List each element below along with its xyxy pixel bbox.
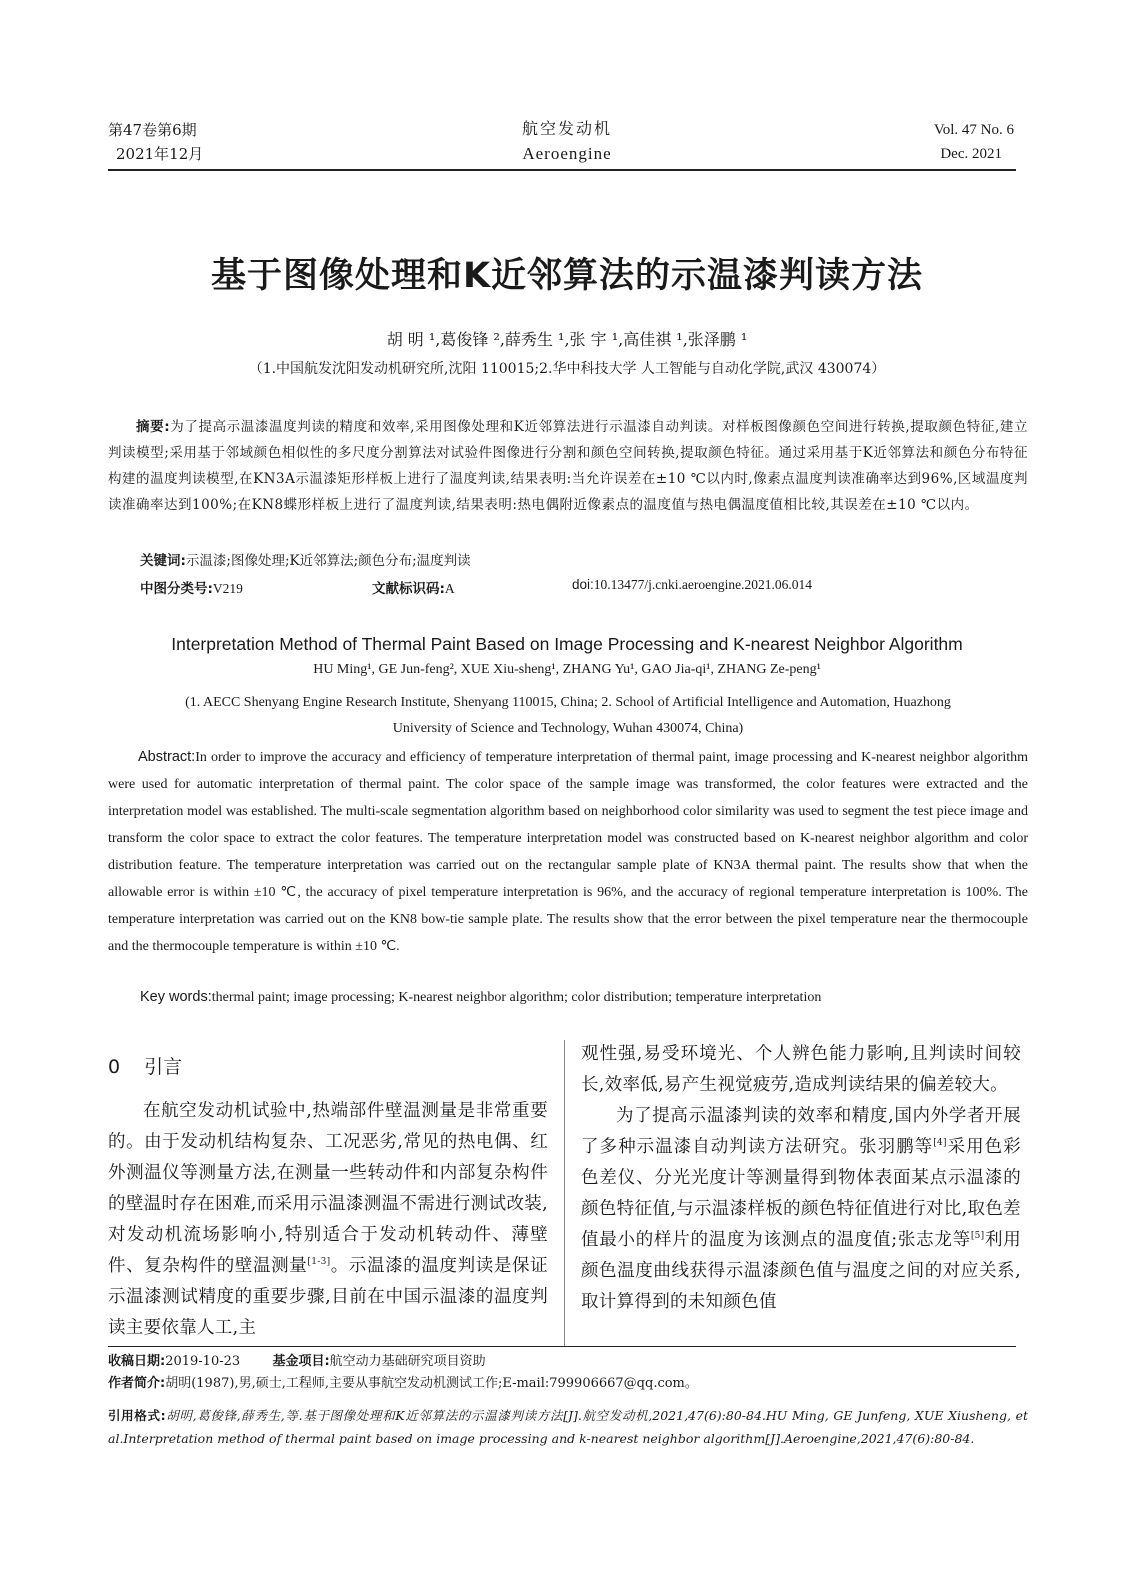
- doi: [572, 577, 812, 593]
- footnote-author: [108, 1372, 698, 1391]
- doc-label: 文献标识码:: [372, 581, 445, 597]
- reference-5[interactable]: [5]: [970, 1231, 985, 1242]
- abstract-cn-label: 摘要:: [136, 419, 171, 435]
- abstract-en: [108, 744, 1028, 960]
- english-authors: HU Ming¹, GE Jun-feng², XUE Xiu-sheng¹, ZHANG Yu¹, GAO Jia-qi¹, ZHANG Ze-peng¹: [313, 662, 821, 677]
- english-affiliations: [108, 690, 1028, 742]
- abstract-cn: [108, 414, 1028, 518]
- journal-name-cn: 航空发动机: [521, 121, 612, 138]
- document-code: [372, 577, 455, 597]
- publication-date-en: Dec. 2021: [940, 146, 1002, 162]
- intro-text-4: 为了提高示温漆判读的效率和精度,国内外学者开展了多种示温漆自动判读方法研究。张羽鹏等: [581, 1106, 1021, 1157]
- intro-column-right: [581, 1039, 1021, 1318]
- paper-title: 基于图像处理和K近邻算法的示温漆判读方法: [210, 256, 924, 296]
- clc-label: 中图分类号:: [140, 581, 213, 597]
- clc-number: [140, 577, 243, 597]
- affiliations: （1.中国航发沈阳发动机研究所,沈阳 110015;2.华中科技大学 人工智能与自动化学院,武汉 430074）: [248, 361, 886, 377]
- footnote-received: [108, 1350, 486, 1369]
- header-rule: [108, 169, 1016, 171]
- abstract-en-label: Abstract:: [138, 749, 196, 765]
- clc-value: V219: [212, 581, 243, 596]
- intro-text-3: 观性强,易受环境光、个人辨色能力影响,且判读时间较长,效率低,易产生视觉疲劳,造成判读结果的偏差较大。: [581, 1044, 1021, 1095]
- footnote-rule: [108, 1346, 1016, 1347]
- journal-name-en: Aeroengine: [522, 144, 612, 163]
- intro-paragraph-left: [108, 1096, 548, 1344]
- section-heading: [108, 1052, 182, 1079]
- author-list: 胡 明 ¹,葛俊锋 ²,薛秀生 ¹,张 宇 ¹,高佳祺 ¹,张泽鹏 ¹: [386, 330, 748, 349]
- author-bio-value: 胡明(1987),男,硕士,工程师,主要从事航空发动机测试工作;E-mail:799906667@qq.com。: [165, 1376, 698, 1391]
- publication-date: 2021年12月: [116, 145, 204, 163]
- reference-1-3[interactable]: [1-3]: [307, 1257, 331, 1268]
- author-bio-label: 作者简介:: [108, 1376, 166, 1391]
- fund-value: 航空动力基础研究项目资助: [329, 1354, 486, 1369]
- intro-text-1: 在航空发动机试验中,热端部件壁温测量是非常重要的。由于发动机结构复杂、工况恶劣,常见的热电偶、红外测温仪等测量方法,在测量一些转动件和内部复杂构件的壁温时存在困难,而采用示温漆测温不需进行测试改装,对发动机流场影响小,特别适合于发动机转动件、薄壁件、复杂构件的壁温测量: [108, 1101, 548, 1276]
- doi-value[interactable]: 10.13477/j.cnki.aeroengine.2021.06.014: [593, 577, 812, 592]
- citation-label: 引用格式:: [108, 1408, 166, 1423]
- keywords-cn-label: 关键词:: [140, 553, 186, 569]
- abstract-cn-text: 为了提高示温漆温度判读的精度和效率,采用图像处理和K近邻算法进行示温漆自动判读。对样板图像颜色空间进行转换,提取颜色特征,建立判读模型;采用基于邻域颜色相似性的多尺度分割算法对试验件图像进行分割和颜色空间转换,提取颜色特征。通过采用基于K近邻算法和颜色分布特征构建的温度判读模型,在KN3A示温漆矩形样板上进行了温度判读,结果表明:当允许误差在±10 ℃以内时,像素点温度判读准确率达到96%,区域温度判读准确率达到100%;在KN8蝶形样板上进行了温度判读,结果表明:热电偶附近像素点的温度值与热电偶温度值相比较,其误差在±10 ℃以内。: [108, 419, 1028, 513]
- volume-issue-en: Vol. 47 No. 6: [933, 122, 1014, 138]
- citation-format: [108, 1404, 1028, 1450]
- intro-text-2: 。示温漆的温度判读是保证示温漆测试精度的重要步骤,目前在中国示温漆的温度判读主要依靠人工,主: [108, 1256, 548, 1338]
- intro-text-6: 利用颜色温度曲线获得示温漆颜色值与温度之间的对应关系,取计算得到的未知颜色值: [581, 1230, 1021, 1312]
- keywords-cn: [140, 549, 471, 569]
- section-title: 引言: [144, 1056, 183, 1078]
- intro-paragraph-right: [581, 1101, 1021, 1318]
- abstract-en-text: In order to improve the accuracy and efficiency of temperature interpretation of thermal paint, image processing and K-nearest neighbor algorithm were used for automatic interpretation of thermal paint. The color space of the sample image was transformed, the color features were extracted and the interpretation model was established. The multi-scale segmentation algorithm based on neighborhood color similarity was used to segment the test piece image and transform the color space to extract the color features. The temperature interpretation model was constructed based on K-nearest neighbor algorithm and color distribution feature. The temperature interpretation was carried out on the rectangular sample plate of KN3A thermal paint. The results show that when the allowable error is within ±10 ℃, the accuracy of pixel temperature interpretation is 96%, and the accuracy of regional temperature interpretation is 100%. The temperature interpretation was carried out on the KN8 bow-tie sample plate. The results show that the error between the pixel temperature near the thermocouple and the thermocouple temperature is within ±10 ℃.: [108, 750, 1028, 954]
- english-title: Interpretation Method of Thermal Paint Based on Image Processing and K-nearest Neighbor Algorithm: [171, 634, 963, 654]
- header-right: [934, 118, 1014, 166]
- doi-label: doi:: [572, 577, 594, 592]
- english-affiliation-line2: University of Science and Technology, Wuhan 430074, China): [392, 721, 744, 736]
- doc-value: A: [444, 581, 455, 596]
- keywords-cn-text: 示温漆;图像处理;K近邻算法;颜色分布;温度判读: [185, 553, 471, 569]
- keywords-en-label: Key words:: [140, 989, 212, 1005]
- fund-label: 基金项目:: [272, 1354, 330, 1369]
- intro-text-5: 采用色彩色差仪、分光光度计等测量得到物体表面某点示温漆的颜色特征值,与示温漆样板的颜色特征值进行对比,取色差值最小的样片的温度为该测点的温度值;张志龙等: [581, 1137, 1022, 1250]
- keywords-en-text: thermal paint; image processing; K-nearest neighbor algorithm; color distribution; temperature interpretation: [211, 990, 822, 1005]
- received-label: 收稿日期:: [108, 1354, 166, 1369]
- received-value: 2019-10-23: [165, 1354, 241, 1369]
- volume-issue: 第47卷第6期: [108, 121, 197, 139]
- citation-text: 胡明,葛俊锋,薛秀生,等.基于图像处理和K近邻算法的示温漆判读方法[J].航空发动机,2021,47(6):80-84.HU Ming, GE Junfeng, XUE Xiusheng, et al.Interpretation method of thermal paint based on image processing and k-nearest neighbor algorithm[J].Aeroengine,2021,47(6):80-84.: [108, 1408, 1029, 1446]
- keywords-en: [140, 989, 821, 1006]
- english-affiliation-line1: (1. AECC Shenyang Engine Research Institute, Shenyang 110015, China; 2. School of Artificial Intelligence and Automation, Huazhong: [185, 695, 951, 710]
- section-number: 0: [108, 1056, 121, 1078]
- column-divider: [564, 1040, 565, 1346]
- reference-4[interactable]: [4]: [933, 1138, 947, 1149]
